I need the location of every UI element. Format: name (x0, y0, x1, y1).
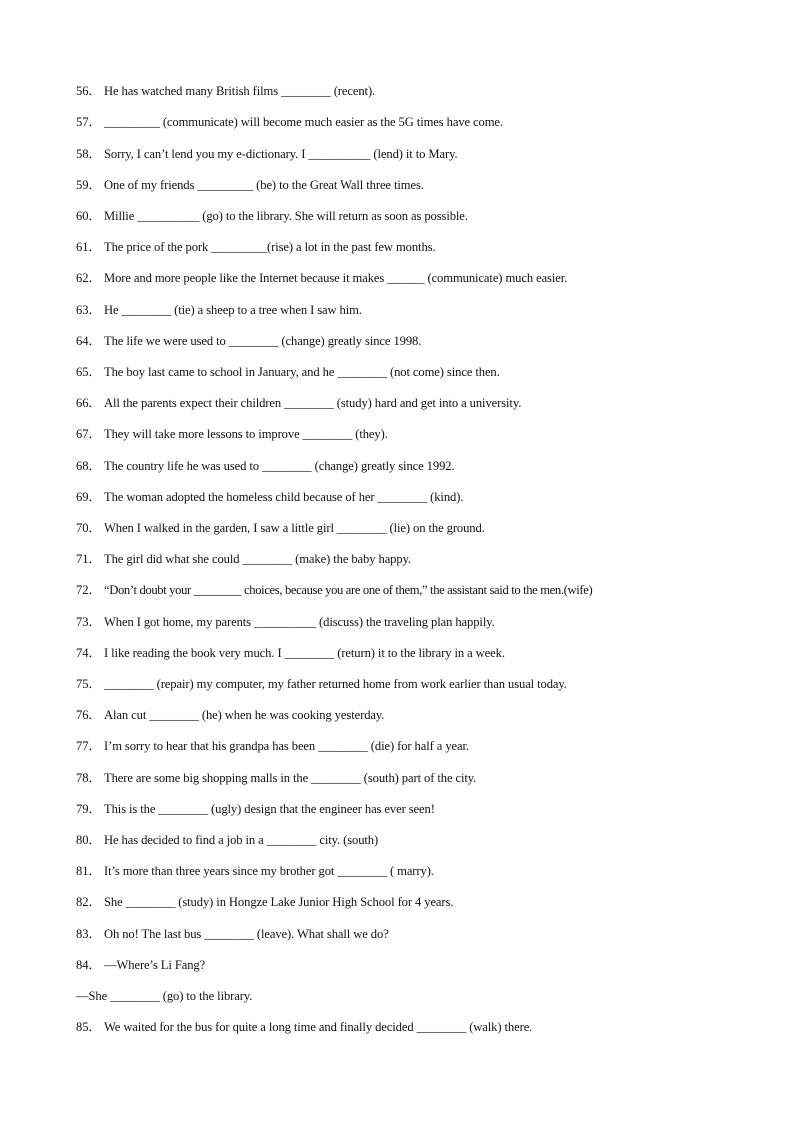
question-66: 66． All the parents expect their children ________ (study) hard and get into a university. (76, 396, 522, 410)
question-61: 61． The price of the pork _________(rise) a lot in the past few months. (76, 240, 436, 254)
question-83: 83． Oh no! The last bus ________ (leave). What shall we do? (76, 927, 389, 941)
question-73: 73． When I got home, my parents __________ (discuss) the traveling plan happily. (76, 615, 495, 629)
question-79: 79． This is the ________ (ugly) design that the engineer has ever seen! (76, 802, 435, 816)
question-81: 81． It’s more than three years since my brother got ________ ( marry). (76, 864, 434, 878)
question-62: 62． More and more people like the Internet because it makes ______ (communicate) much easier. (76, 271, 568, 285)
question-76: 76． Alan cut ________ (he) when he was cooking yesterday. (76, 708, 385, 722)
question-65: 65． The boy last came to school in January, and he ________ (not come) since then. (76, 365, 500, 379)
question-77: 77． I’m sorry to hear that his grandpa has been ________ (die) for half a year. (76, 739, 469, 753)
question-56: 56． He has watched many British films ________ (recent). (76, 84, 376, 98)
question-80: 80． He has decided to find a job in a ________ city. (south) (76, 833, 379, 847)
question-84: 84． —Where’s Li Fang? (76, 958, 206, 972)
question-70: 70． When I walked in the garden, I saw a little girl ________ (lie) on the ground. (76, 521, 485, 535)
question-74: 74． I like reading the book very much. I ________ (return) it to the library in a week. (76, 646, 505, 660)
question-72: 72． “Don’t doubt your ________ choices, because you are one of them,” the assistant said to the men.(wife) (76, 583, 593, 597)
question-69: 69． The woman adopted the homeless child because of her ________ (kind). (76, 490, 464, 504)
question-67: 67． They will take more lessons to improve ________ (they). (76, 427, 388, 441)
question-75: 75． ________ (repair) my computer, my father returned home from work earlier than usual today. (76, 677, 567, 691)
question-85: 85． We waited for the bus for quite a long time and finally decided ________ (walk) there. (76, 1020, 533, 1034)
question-68: 68． The country life he was used to ________ (change) greatly since 1992. (76, 459, 455, 473)
question-57: 57． _________ (communicate) will become much easier as the 5G times have come. (76, 115, 503, 129)
question-63: 63． He ________ (tie) a sheep to a tree when I saw him. (76, 303, 362, 317)
question-71: 71． The girl did what she could ________ (make) the baby happy. (76, 552, 412, 566)
question-60: 60． Millie __________ (go) to the library. She will return as soon as possible. (76, 209, 468, 223)
question-64: 64． The life we were used to ________ (change) greatly since 1998. (76, 334, 422, 348)
question-78: 78． There are some big shopping malls in the ________ (south) part of the city. (76, 771, 477, 785)
question-82: 82． She ________ (study) in Hongze Lake Junior High School for 4 years. (76, 895, 454, 909)
question-59: 59． One of my friends _________ (be) to the Great Wall three times. (76, 178, 424, 192)
question-58: 58． Sorry, I can’t lend you my e-dictionary. I __________ (lend) it to Mary. (76, 147, 458, 161)
question-84-reply: —She ________ (go) to the library. (76, 989, 253, 1003)
